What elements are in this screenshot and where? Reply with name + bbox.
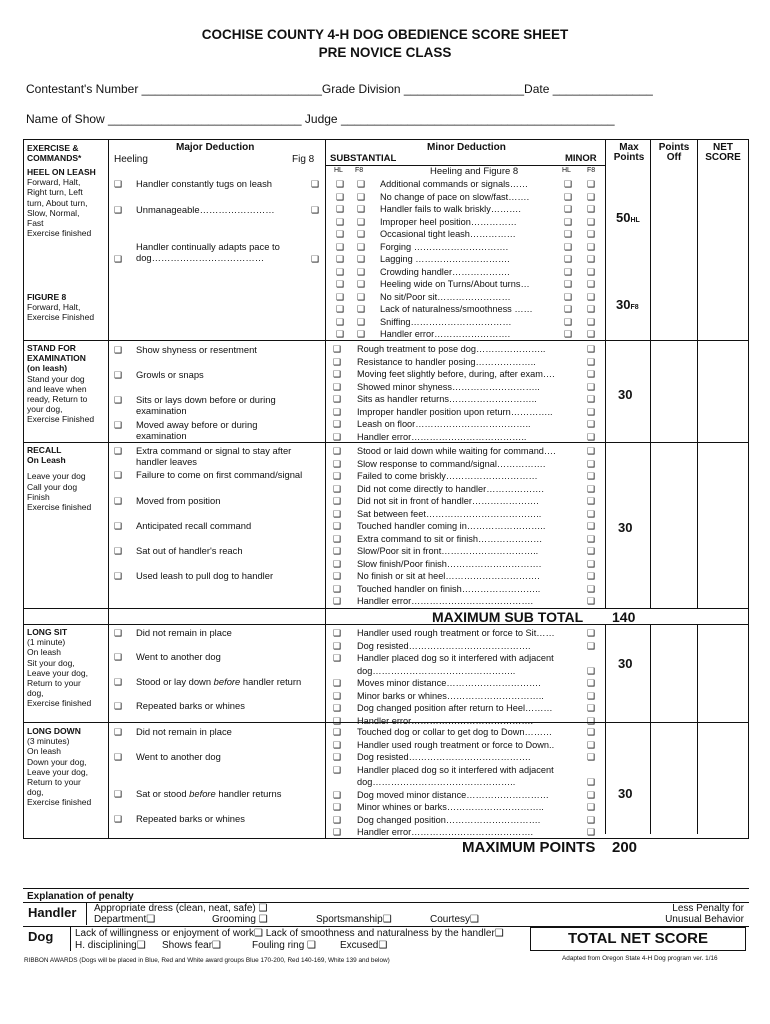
penalty-vline-2 [70, 927, 71, 951]
dog-label: Dog [28, 929, 54, 944]
checkbox[interactable]: ❑ [114, 571, 123, 581]
handler-grooming: Grooming ❑ [212, 914, 268, 925]
substantial-header: SUBSTANTIAL [330, 153, 397, 164]
stand-minor-checks-right[interactable]: ❑ ❑ ❑ ❑ ❑ ❑ ❑ ❑ [587, 344, 596, 442]
checkbox[interactable]: ❑ [311, 254, 320, 264]
longdown-minor-checks-right[interactable]: ❑ ❑ ❑ ❑ ❑ ❑ ❑ ❑ [587, 727, 596, 837]
checkbox[interactable]: ❑ [114, 727, 123, 737]
hl-col-left: HL [334, 167, 343, 174]
checkbox[interactable]: ❑ [114, 345, 123, 355]
dog-disciplining: H. disciplining❑ [75, 940, 146, 951]
checkbox[interactable]: ❑ [114, 628, 123, 638]
stand-major-4: Moved away before or during examination [136, 419, 258, 441]
longdown-major-2: Went to another dog [136, 751, 221, 762]
f8-col-right: F8 [587, 167, 596, 174]
longdown-max: 30 [618, 786, 633, 801]
page-title: COCHISE COUNTY 4-H DOG OBEDIENCE SCORE SHEET [201, 27, 569, 42]
minor-header: MINOR [565, 153, 597, 164]
max-points-value: 200 [612, 839, 638, 856]
page-subtitle: PRE NOVICE CLASS [318, 45, 452, 60]
minor-deduction-header: Minor Deduction [427, 142, 506, 153]
stand-max: 30 [618, 387, 633, 402]
fig8-commands: FIGURE 8 Forward, Halt, Exercise Finished [27, 292, 95, 323]
checkbox[interactable]: ❑ [114, 446, 123, 456]
major-deduction-header: Major Deduction [176, 142, 255, 153]
longdown-major-3: Sat or stood before handler returns [136, 788, 282, 799]
fig8-header: Fig 8 [292, 154, 315, 165]
longdown-minor-list: Touched dog or collar to get dog to Down……… Handler used rough treatment or force to Down.. Dog resisted…………………………………. Handler placed dog so it interfered with adjacent dog……………………………………….. Dog moved minor distance……………………… Minor whines or barks………………………….. Dog changed position…………………………. Handler error…………………………………. [357, 727, 555, 837]
total-net-score[interactable]: TOTAL NET SCORE [530, 927, 746, 951]
checkbox[interactable]: ❑ [114, 546, 123, 556]
recall-major-3: Moved from position [136, 495, 221, 506]
longdown-major-4: Repeated barks or whines [136, 813, 245, 824]
longsit-major-4: Repeated barks or whines [136, 700, 245, 711]
dog-excused: Excused❑ [340, 940, 388, 951]
stand-major-1: Show shyness or resentment [136, 344, 257, 355]
heel-minor-checks-f8-right[interactable]: ❑ ❑ ❑ ❑ ❑ ❑ ❑ ❑ ❑ ❑ ❑ ❑ ❑ [587, 179, 596, 339]
checkbox[interactable]: ❑ [114, 677, 123, 687]
heel-minor-checks-hl-right[interactable]: ❑ ❑ ❑ ❑ ❑ ❑ ❑ ❑ ❑ ❑ ❑ ❑ ❑ [564, 179, 573, 339]
longsit-minor-checks-left[interactable]: ❑ ❑ ❑ ❑ ❑ ❑ ❑ [333, 628, 342, 726]
recall-max: 30 [618, 520, 633, 535]
checkbox[interactable]: ❑ [114, 521, 123, 531]
checkbox[interactable]: ❑ [114, 789, 123, 799]
penalty-title: Explanation of penalty [27, 891, 134, 902]
heel-minor-checks-f8[interactable]: ❑ ❑ ❑ ❑ ❑ ❑ ❑ ❑ ❑ ❑ ❑ ❑ ❑ [357, 179, 366, 339]
heel-minor-checks-hl[interactable]: ❑ ❑ ❑ ❑ ❑ ❑ ❑ ❑ ❑ ❑ ❑ ❑ ❑ [336, 179, 345, 339]
heel-max: 50HL [616, 210, 640, 225]
stand-commands: STAND FOR EXAMINATION (on leash) Stand your dog and leave when ready, Return to your dog, Exercise Finished [27, 343, 95, 425]
checkbox[interactable]: ❑ [114, 370, 123, 380]
recall-minor-checks-left[interactable]: ❑ ❑ ❑ ❑ ❑ ❑ ❑ ❑ ❑ ❑ ❑ ❑ ❑ [333, 446, 342, 606]
checkbox[interactable]: ❑ [114, 701, 123, 711]
recall-minor-checks-right[interactable]: ❑ ❑ ❑ ❑ ❑ ❑ ❑ ❑ ❑ ❑ ❑ ❑ ❑ [587, 446, 596, 606]
heeling-fig8-header: Heeling and Figure 8 [430, 166, 519, 177]
handler-department: Department❑ [94, 914, 156, 925]
points-off-header: Points Off [658, 142, 690, 164]
max-subtotal-value: 140 [612, 609, 636, 625]
stand-minor-list: Rough treatment to pose dog………………….. Resistance to handler posing……………….. Moving feet slightly before, during, after exam…. Showed minor shyness……………………….. Sits as handler returns……………………….. Improper handler position upon return………….. Leash on floor……………………………….. Handler error……………………………….. [357, 344, 555, 442]
heel-minor-list: Additional commands or signals…… No change of pace on slow/fast……. Handler fails to walk briskly………. Improper heel position…………… Occasional tight leash…………… Forging …………………………. Lagging …………………………. Crowding handler………………. Heeling wide on Turns/About turns… No sit/Poor sit…………………… Lack of naturalness/smoothness …… Sniffing…………………………… Handler error……………………. [380, 179, 533, 339]
handler-label: Handler [28, 905, 77, 920]
checkbox[interactable]: ❑ [114, 395, 123, 405]
recall-major-1: Extra command or signal to stay after handler leaves [136, 445, 292, 467]
longsit-minor-list: Handler used rough treatment or force to Sit…… Dog resisted…………………………………. Handler placed dog so it interfered with adjacent dog……………………………………….. Moves minor distance…………………………. Minor barks or whines………………………….. Dog changed position after return to Heel……… Handler error…………………………………. [357, 628, 555, 726]
longsit-minor-checks-right[interactable]: ❑ ❑ ❑ ❑ ❑ ❑ ❑ [587, 628, 596, 726]
max-points-header: Max Points [613, 142, 645, 164]
recall-major-2: Failure to come on first command/signal [136, 469, 303, 480]
penalty-vline [86, 903, 87, 925]
ribbon-awards: RIBBON AWARDS (Dogs will be placed in Blue, Red and White award groups Blue 170-200, Red 140-169, White 139 and below) [24, 957, 390, 964]
checkbox[interactable]: ❑ [114, 814, 123, 824]
dog-willingness: Lack of willingness or enjoyment of work❑ Lack of smoothness and naturalness by the handler❑ [75, 928, 504, 939]
show-judge-line[interactable]: Name of Show _____________________________ Judge _________________________________________ [26, 112, 615, 126]
longsit-major-3: Stood or lay down before handler return [136, 676, 302, 687]
checkbox[interactable]: ❑ [114, 205, 123, 215]
checkbox[interactable]: ❑ [311, 179, 320, 189]
longdown-commands: LONG DOWN (3 minutes) On leash Down your dog, Leave your dog, Return to your dog, Exercise finished [27, 726, 92, 808]
checkbox[interactable]: ❑ [114, 652, 123, 662]
recall-major-4: Anticipated recall command [136, 520, 252, 531]
dog-fear: Shows fear❑ [162, 940, 221, 951]
net-score-header: NET SCORE [705, 142, 741, 164]
recall-major-6: Used leash to pull dog to handler [136, 570, 274, 581]
recall-minor-list: Stood or laid down while waiting for command…. Slow response to command/signal……………. Failed to come briskly………………………… Did not come directly to handler………………. Did not sit in front of handler…………………. Sat between feet……………………………….. Touched handler coming in…………………….. Extra command to sit or finish………………… Slow/Poor sit in front………………………….. Slow finish/Poor finish…………………………. No finish or sit at heel…………………………. Touched handler on finish…………………….. Handler error…………………………………. [357, 446, 556, 606]
fig8-max: 30F8 [616, 297, 639, 312]
handler-sportsmanship: Sportsmanship❑ [316, 914, 392, 925]
longsit-major-1: Did not remain in place [136, 627, 232, 638]
longdown-minor-checks-left[interactable]: ❑ ❑ ❑ ❑ ❑ ❑ ❑ ❑ [333, 727, 342, 837]
checkbox[interactable]: ❑ [114, 752, 123, 762]
f8-col-left: F8 [355, 167, 364, 174]
handler-courtesy: Courtesy❑ [430, 914, 479, 925]
stand-major-3: Sits or lays down before or during examination [136, 394, 276, 416]
exercise-header: EXERCISE & COMMANDS* [27, 143, 82, 164]
max-points-label: MAXIMUM POINTS [462, 839, 596, 856]
recall-major-5: Sat out of handler's reach [136, 545, 243, 556]
checkbox[interactable]: ❑ [114, 496, 123, 506]
contestant-line[interactable]: Contestant's Number ___________________________Grade Division __________________Date _______________ [26, 82, 653, 96]
stand-minor-checks-left[interactable]: ❑ ❑ ❑ ❑ ❑ ❑ ❑ ❑ [333, 344, 342, 442]
longsit-major-2: Went to another dog [136, 651, 221, 662]
less-penalty: Less Penalty for Unusual Behavior [665, 903, 744, 925]
dog-fouling: Fouling ring ❑ [252, 940, 317, 951]
checkbox[interactable]: ❑ [114, 179, 123, 189]
checkbox[interactable]: ❑ [114, 420, 123, 430]
checkbox[interactable]: ❑ [114, 254, 123, 264]
longsit-max: 30 [618, 656, 633, 671]
heel-major-2: Unmanageable…………………… [136, 204, 275, 215]
heel-commands: HEEL ON LEASH Forward, Halt, Right turn, Left turn, About turn, Slow, Normal, Fast Exercise finished [27, 167, 96, 239]
adapted-note: Adapted from Oregon State 4-H Dog program ver. 1/16 [562, 955, 718, 962]
checkbox[interactable]: ❑ [114, 470, 123, 480]
hl-col-right: HL [562, 167, 571, 174]
heeling-header: Heeling [114, 154, 148, 165]
max-subtotal-label: MAXIMUM SUB TOTAL [432, 609, 584, 625]
heel-major-1: Handler constantly tugs on leash [136, 178, 273, 189]
longdown-major-1: Did not remain in place [136, 726, 232, 737]
longsit-commands: LONG SIT (1 minute) On leash Sit your dog, Leave your dog, Return to your dog, Exercise finished [27, 627, 92, 709]
handler-dress: Appropriate dress (clean, neat, safe) ❑ [94, 903, 268, 914]
stand-major-2: Growls or snaps [136, 369, 204, 380]
checkbox[interactable]: ❑ [311, 205, 320, 215]
recall-commands: RECALL On Leash Leave your dog Call your dog Finish Exercise finished [27, 445, 92, 513]
heel-major-3: Handler continually adapts pace to dog……………………………… [136, 241, 280, 263]
